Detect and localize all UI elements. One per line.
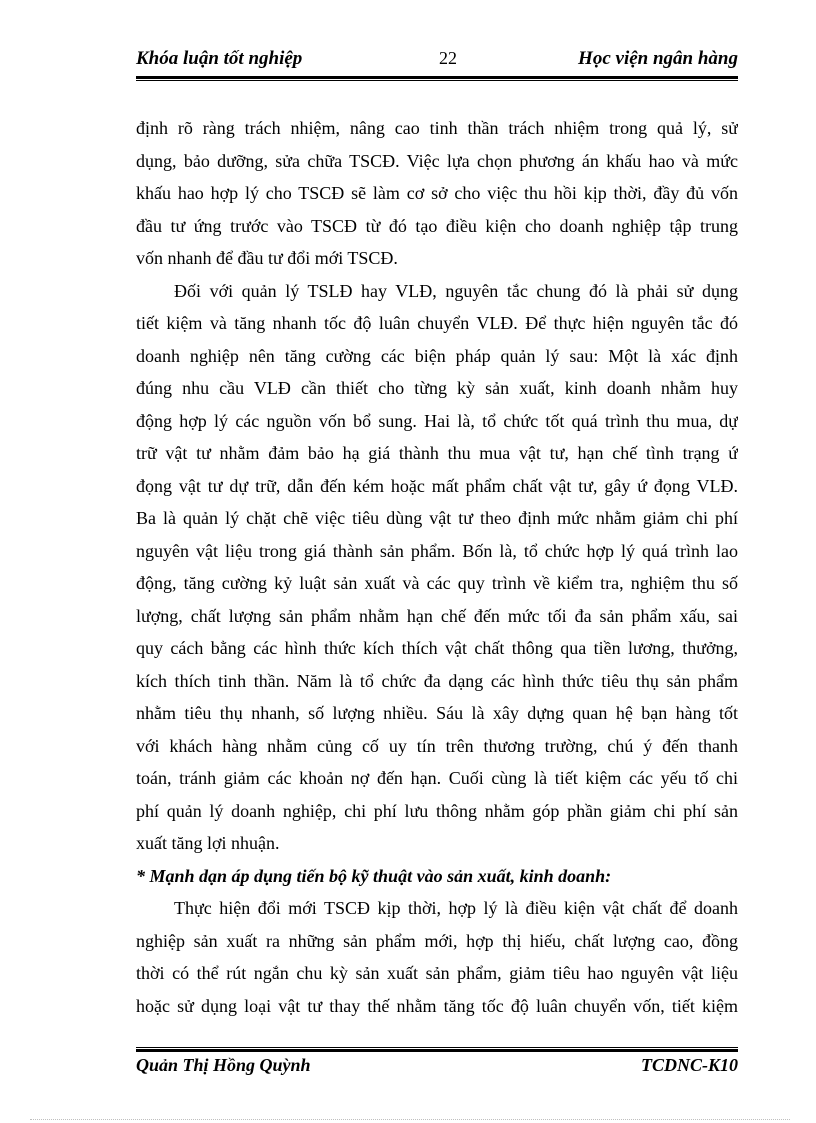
section-heading: * Mạnh dạn áp dụng tiến bộ kỹ thuật vào sản xuất, kinh doanh: [136, 865, 612, 886]
header-institution: Học viện ngân hàng [578, 48, 738, 69]
text-line: động, tăng cường kỷ luật sản xuất và các quy trình về kiểm tra, nghiệm thu số [136, 573, 738, 593]
page-header [136, 48, 738, 74]
page-edge-divider [30, 1119, 790, 1120]
text-line: Đối với quản lý TSLĐ hay VLĐ, nguyên tắc chung đó là phải sử dụng [174, 280, 738, 301]
text-line: doanh nghiệp nên tăng cường các biện pháp quản lý sau: Một là xác định [136, 345, 738, 366]
page-footer [136, 1055, 738, 1079]
page-number: 22 [439, 48, 457, 68]
text-line: thời có thể rút ngắn chu kỳ sản xuất sản phẩm, giảm tiêu hao nguyên vật liệu [136, 963, 738, 983]
text-line: nghiệp sản xuất ra những sản phẩm mới, hợp thị hiếu, chất lượng cao, đồng [136, 930, 738, 951]
text-line: toán, tránh giảm các khoản nợ đến hạn. Cuối cùng là tiết kiệm các yếu tố chi [136, 768, 738, 788]
text-line: Thực hiện đổi mới TSCĐ kịp thời, hợp lý là điều kiện vật chất để doanh [174, 898, 738, 918]
text-line: nhằm tiêu thụ nhanh, số lượng nhiều. Sáu là xây dựng quan hệ bạn hàng tốt [136, 703, 738, 723]
text-line: đầu tư ứng trước vào TSCĐ từ đó tạo điều kiện cho doanh nghiệp tập trung [136, 215, 738, 236]
text-line: định rõ ràng trách nhiệm, nâng cao tinh thần trách nhiệm trong quả lý, sử [136, 118, 738, 138]
text-line: kích thích tinh thần. Năm là tổ chức đa dạng các hình thức tiêu thụ sản phẩm [136, 670, 738, 691]
text-line: đọng vật tư dự trữ, dẫn đến kém hoặc mất phẩm chất vật tư, gây ứ đọng VLĐ. [136, 475, 738, 496]
text-line: dụng, bảo dưỡng, sửa chữa TSCĐ. Việc lựa chọn phương án khấu hao và mức [136, 150, 738, 171]
text-line: quy cách bằng các hình thức kích thích vật chất thông qua tiền lương, thưởng, [136, 638, 738, 658]
text-line: nguyên vật liệu trong giá thành sản phẩm. Bốn là, tổ chức hợp lý quá trình lao [136, 540, 738, 561]
text-line: động hợp lý các nguồn vốn bổ sung. Hai là, tổ chức tốt quá trình thu mua, dự [136, 410, 738, 431]
text-line: tiết kiệm và tăng nhanh tốc độ luân chuyển VLĐ. Để thực hiện nguyên tắc đó [136, 313, 738, 333]
text-line: đúng nhu cầu VLĐ cần thiết cho từng kỳ sản xuất, kinh doanh nhằm huy [136, 378, 738, 398]
text-line: Ba là quản lý chặt chẽ việc tiêu dùng vật tư theo định mức nhằm giảm chi phí [136, 508, 738, 528]
header-thesis-title: Khóa luận tốt nghiệp [136, 48, 303, 69]
footer-author: Quản Thị Hồng Quỳnh [136, 1055, 311, 1075]
text-line: trữ vật tư nhằm đảm bảo hạ giá thành thu mua vật tư, hạn chế tình trạng ứ [136, 443, 738, 463]
text-line: lượng, chất lượng sản phẩm nhằm hạn chế đến mức tối đa sản phẩm xấu, sai [136, 605, 738, 626]
body-text [136, 112, 738, 1022]
text-line: vốn nhanh để đầu tư đổi mới TSCĐ. [136, 248, 398, 268]
text-line: xuất tăng lợi nhuận. [136, 833, 280, 853]
text-line: với khách hàng nhằm củng cố uy tín trên thương trường, chú ý đến thanh [136, 735, 738, 756]
text-line: phí quản lý doanh nghiệp, chi phí lưu thông nhằm góp phần giảm chi phí sản [136, 800, 738, 821]
text-line: khấu hao hợp lý cho TSCĐ sẽ làm cơ sở cho việc thu hồi kịp thời, đầy đủ vốn [136, 183, 738, 203]
text-line: hoặc sử dụng loại vật tư thay thế nhằm tăng tốc độ luân chuyển vốn, tiết kiệm [136, 995, 738, 1016]
footer-rule [136, 1047, 738, 1052]
header-rule [136, 76, 738, 81]
footer-class-code: TCDNC-K10 [640, 1055, 738, 1075]
